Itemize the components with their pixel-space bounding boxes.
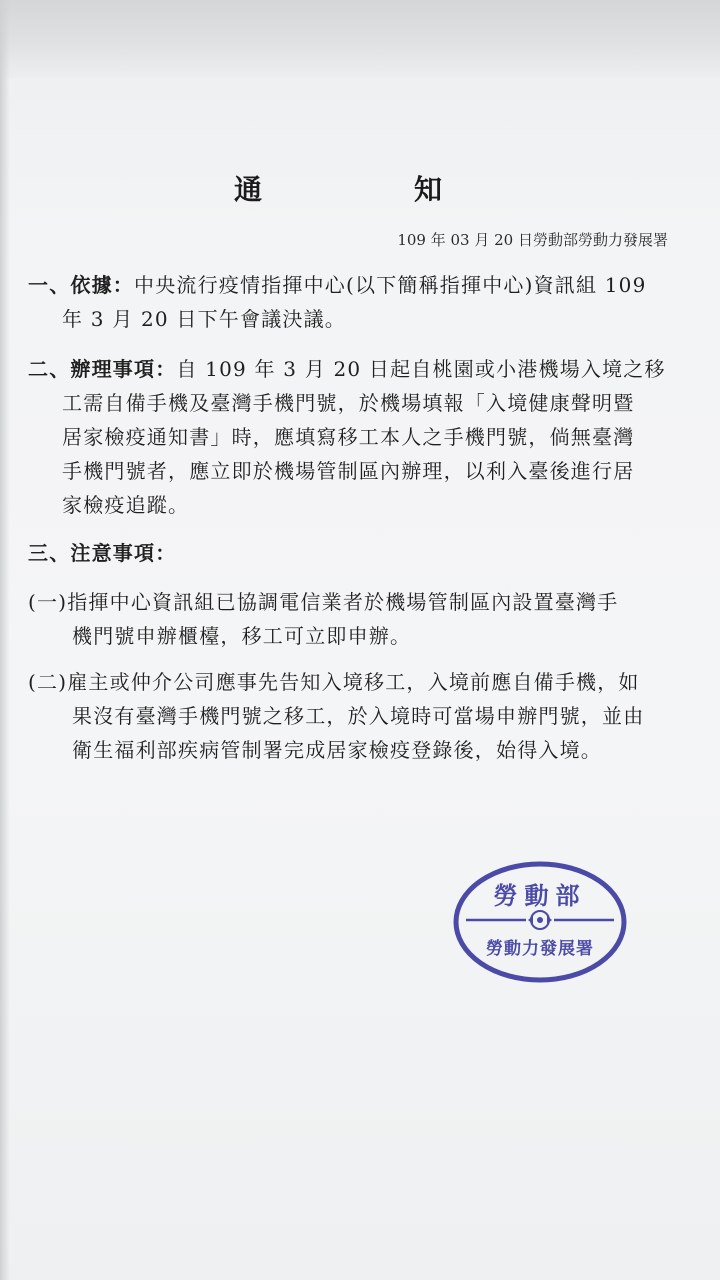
note-item-2-line-1 <box>28 665 696 699</box>
title-char-left: 通 <box>234 173 263 206</box>
title-char-right: 知 <box>414 173 443 206</box>
paper-shadow-top <box>0 0 720 78</box>
section-procedure-line-5: 家檢疫追蹤。 <box>62 493 190 517</box>
document-dateline: 109 年 03 月 20 日勞動部勞動力發展署 <box>397 231 668 249</box>
note-item-1-line-1 <box>28 585 696 619</box>
section-procedure-heading: 二、辦理事項： <box>28 357 177 381</box>
section-basis-line-2: 年 3 月 20 日下午會議決議。 <box>62 307 347 331</box>
section-procedure-line-2: 工需自備手機及臺灣手機門號，於機場填報「入境健康聲明暨 <box>62 391 635 415</box>
note-item-2 <box>28 665 696 767</box>
section-notes-heading: 三、注意事項： <box>28 541 177 565</box>
section-basis-text-1: 中央流行疫情指揮中心(以下簡稱指揮中心)資訊組 109 <box>134 273 647 297</box>
note-item-2-text-1: 雇主或仲介公司應事先告知入境移工，入境前應自備手機，如 <box>67 670 640 694</box>
section-basis-line-1 <box>28 268 696 302</box>
section-procedure-line-1 <box>28 352 696 386</box>
section-procedure <box>28 352 696 522</box>
section-basis-heading: 一、依據： <box>28 273 134 297</box>
note-item-2-label: (二) <box>28 670 68 694</box>
note-item-1-label: (一) <box>28 590 68 614</box>
note-item-1-text-1: 指揮中心資訊組已協調電信業者於機場管制區內設置臺灣手 <box>67 590 619 614</box>
note-item-1 <box>28 585 696 653</box>
document-title <box>0 168 720 208</box>
note-item-2-line-2: 果沒有臺灣手機門號之移工，於入境時可當場申辦門號，並由 <box>72 704 645 728</box>
section-procedure-line-3: 居家檢疫通知書」時，應填寫移工本人之手機門號，倘無臺灣 <box>62 425 635 449</box>
note-item-1-line-2: 機門號申辦櫃檯，移工可立即申辦。 <box>72 624 412 648</box>
seal-top-text: 勞動部 <box>493 881 587 910</box>
seal-bottom-text: 勞動力發展署 <box>486 939 594 959</box>
section-procedure-text-1: 自 109 年 3 月 20 日起自桃園或小港機場入境之移 <box>176 357 666 381</box>
section-notes <box>28 536 696 570</box>
section-procedure-line-4: 手機門號者，應立即於機場管制區內辦理，以利入臺後進行居 <box>62 459 635 483</box>
official-seal <box>452 858 628 986</box>
note-item-2-line-3: 衛生福利部疾病管制署完成居家檢疫登錄後，始得入境。 <box>72 738 602 762</box>
section-basis <box>28 268 696 336</box>
